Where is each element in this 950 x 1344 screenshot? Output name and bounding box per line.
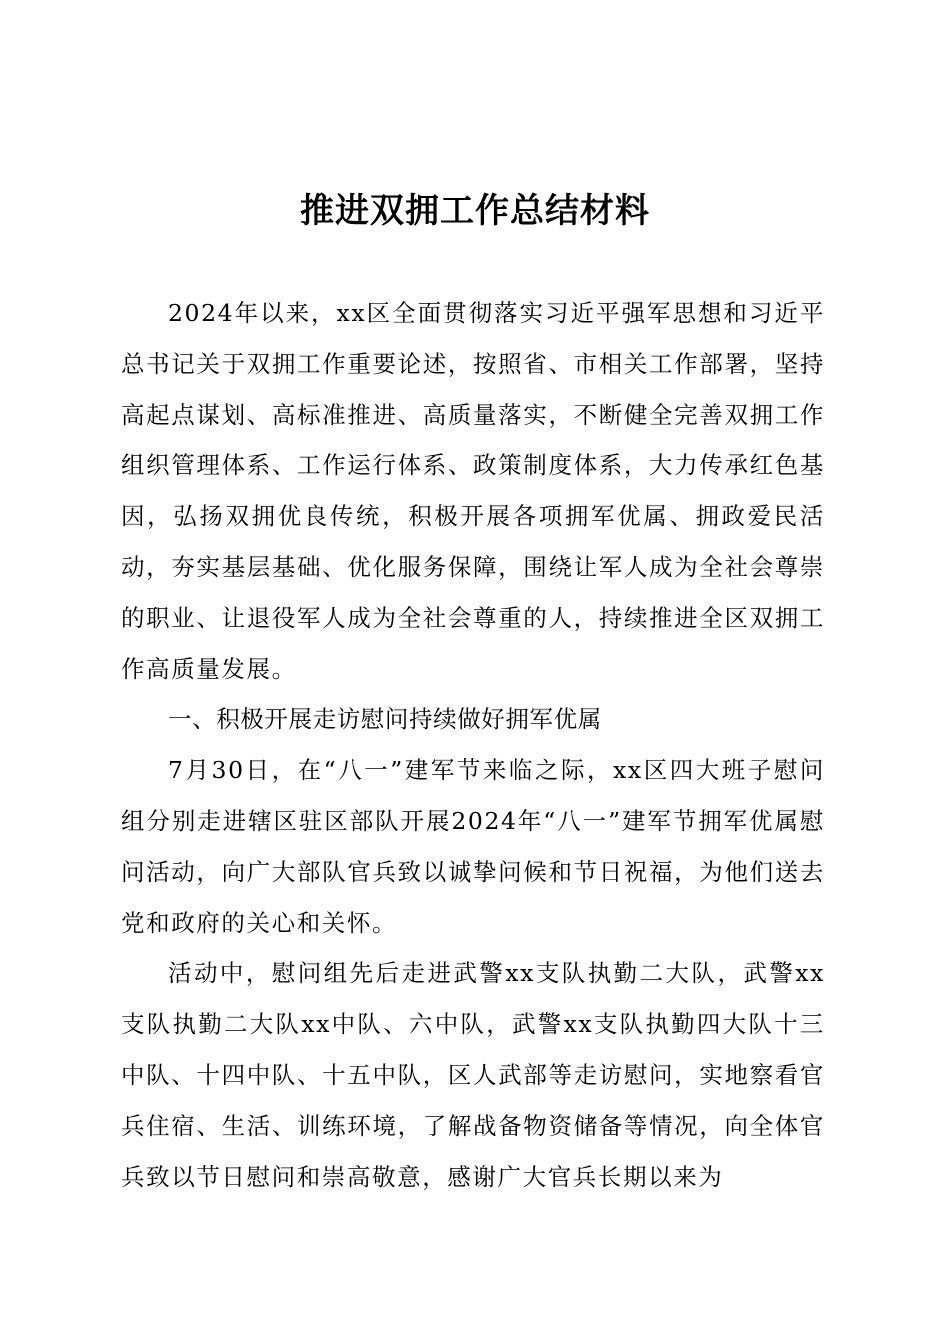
paragraph-august-first-visit: 7月30日，在“八一”建军节来临之际，xx区四大班子慰问组分别走进辖区驻区部队开展2024年“八一”建军节拥军优属慰问活动，向广大部队官兵致以诚挚问候和节日祝福，为他们送去党和政府的关心和关怀。 [121, 756, 825, 937]
document-title: 推进双拥工作总结材料 [300, 191, 650, 231]
paragraph-intro: 2024年以来，xx区全面贯彻落实习近平强军思想和习近平总书记关于双拥工作重要论述，按照省、市相关工作部署，坚持高起点谋划、高标准推进、高质量落实，不断健全完善双拥工作组织管理体系、工作运行体系、政策制度体系，大力传承红色基因，弘扬双拥优良传统，积极开展各项拥军优属、拥政爱民活动，夯实基层基础、优化服务保障，围绕让军人成为全社会尊崇的职业、让退役军人成为全社会尊重的人，持续推进全区双拥工作高质量发展。 [121, 299, 825, 683]
paragraph-visit-activities: 活动中，慰问组先后走进武警xx支队执勤二大队，武警xx支队执勤二大队xx中队、六中队，武警xx支队执勤四大队十三中队、十四中队、十五中队，区人武部等走访慰问，实地察看官兵住宿、生活、训练环境，了解战备物资储备等情况，向全体官兵致以节日慰问和崇高敬意，感谢广大官兵长期以来为 [121, 959, 825, 1191]
document-body [121, 288, 825, 1202]
section-heading-1: 一、积极开展走访慰问持续做好拥军优属 [168, 705, 602, 734]
